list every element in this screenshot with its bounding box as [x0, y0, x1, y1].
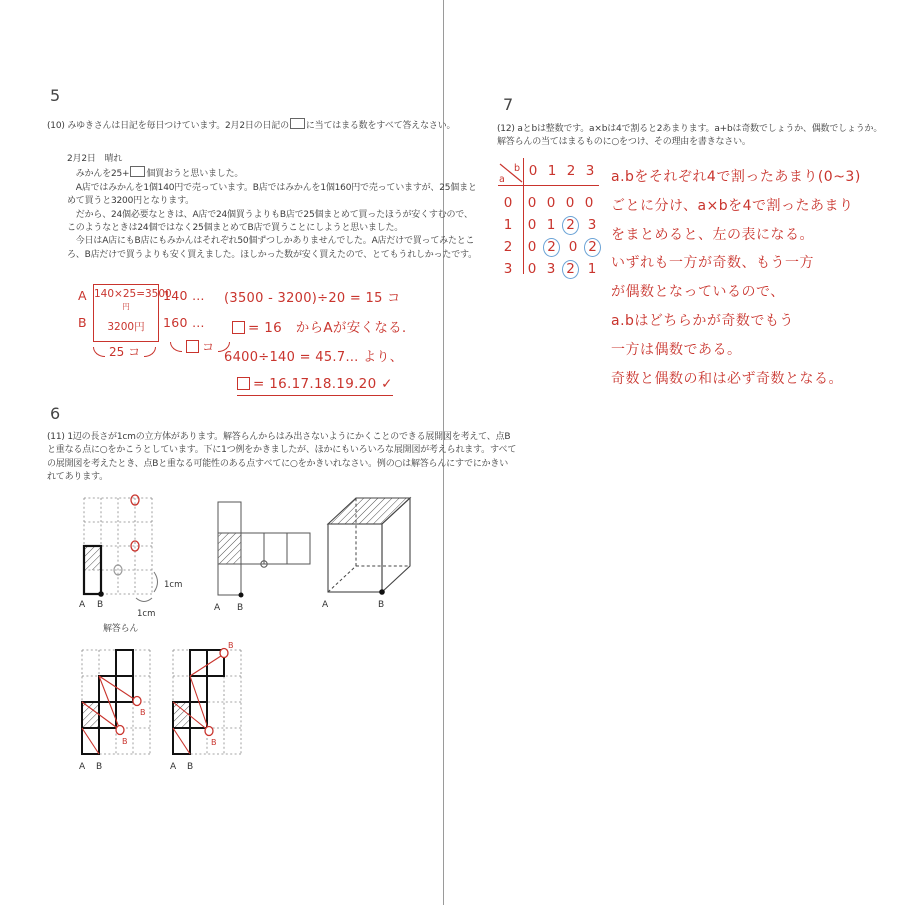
- label-a: A: [170, 762, 177, 772]
- diary-line: 今日はA店にもB店にもみかんはそれぞれ50個ずつしかありませんでした。A店だけで買ってみたとこ: [67, 236, 475, 247]
- work-price-b: 160 …: [163, 315, 205, 330]
- diary-line: このようなときは24個ではなく25個まとめてB店で買うことにしようと思いました。: [67, 223, 404, 234]
- table-value: 0: [565, 195, 575, 211]
- table-value: 0: [546, 195, 556, 211]
- table-rule-horizontal: [498, 185, 599, 186]
- red-circle-b: [116, 726, 124, 735]
- brace-curve-icon: [170, 342, 182, 352]
- table-corner: [498, 162, 524, 182]
- q10-prompt: [47, 118, 455, 133]
- red-circle-b: [133, 697, 141, 706]
- work-calc-2: = 16 からAが安くなる.: [232, 316, 407, 336]
- work-calc-1: (3500 - 3200)÷20 = 15 コ: [224, 291, 401, 306]
- blank-box-icon: [130, 166, 145, 177]
- table-row-label: 1: [503, 217, 513, 233]
- table-row: [498, 236, 600, 258]
- check-icon: ✓: [381, 376, 393, 392]
- red-circle-b: [205, 727, 213, 736]
- work-row-b-label: B: [78, 315, 87, 330]
- corner-label-a: a: [499, 174, 505, 184]
- q10-prompt-post: に当てはまる数をすべて答えなさい。: [305, 121, 456, 131]
- q10-prompt-pre: (10) みゆきさんは日記を毎日つけています。2月2日の日記の: [47, 121, 289, 131]
- table-value: 3: [546, 261, 556, 277]
- brace-curve-icon: [144, 347, 156, 357]
- table-row-label: 2: [503, 239, 513, 255]
- table-value: 0: [527, 217, 537, 233]
- example-grid-figure: [76, 494, 201, 622]
- table-col-header: 2: [566, 163, 576, 179]
- red-blank-box-icon: [186, 340, 199, 353]
- label-b-red: B: [140, 708, 146, 717]
- label-b: B: [96, 762, 103, 772]
- work-brace-box: コ: [170, 338, 230, 355]
- table-row-label: 3: [503, 261, 513, 277]
- table-row: [498, 214, 600, 236]
- label-b: B: [97, 600, 104, 610]
- table-row: [498, 258, 600, 280]
- section-6-number: 6: [50, 404, 61, 423]
- cube-net-figure: [214, 498, 324, 616]
- label-1cm: 1cm: [164, 580, 183, 590]
- label-1cm: 1cm: [137, 609, 156, 619]
- table-header-row: [528, 163, 595, 179]
- label-a: A: [79, 762, 86, 772]
- point-b-dot: [239, 593, 244, 598]
- diary-line: だから、24個必要なときは、A店で24個買うよりもB店で25個まとめて買ったほうが安くすむので、: [67, 209, 473, 220]
- table-value: 1: [587, 261, 597, 277]
- work-price-a: 140 …: [163, 288, 205, 303]
- label-b: B: [237, 603, 244, 613]
- brace-1cm: [154, 572, 158, 592]
- table-value: 1: [546, 217, 556, 233]
- cube-front-face: [328, 524, 382, 592]
- cube-top-face: [328, 498, 410, 524]
- label-a: A: [79, 600, 86, 610]
- cube-figure: [320, 492, 438, 614]
- table-col-header: 0: [528, 163, 538, 179]
- work-final-answer: = 16.17.18.19.20 ✓: [237, 376, 393, 396]
- corner-label-b: b: [514, 163, 521, 174]
- hatched-face: [82, 702, 99, 728]
- work-row-a-label: A: [78, 288, 87, 303]
- table-value: 3: [587, 217, 597, 233]
- diary-date: 2月2日 晴れ: [67, 154, 123, 164]
- hatched-face: [173, 702, 190, 728]
- remainder-table: [498, 162, 618, 282]
- label-a: A: [322, 600, 329, 610]
- red-circle-b: [220, 649, 228, 658]
- table-value-circled: 2: [543, 238, 560, 257]
- table-value: 0: [527, 195, 537, 211]
- brace-1cm: [136, 598, 152, 602]
- brace-curve-icon: [93, 347, 105, 357]
- table-value-circled: 2: [584, 238, 601, 257]
- table-value: 0: [584, 195, 594, 211]
- answer-area-label: 解答らん: [103, 624, 139, 634]
- hatched-face: [84, 546, 101, 570]
- table-row-label: 0: [503, 195, 513, 211]
- work-calc-3: 6400÷140 = 45.7… より、: [224, 350, 404, 365]
- table-value: 0: [568, 239, 578, 255]
- section-5-number: 5: [50, 86, 61, 105]
- label-b: B: [378, 600, 385, 610]
- label-b-red: B: [122, 737, 128, 746]
- diary-line: みかんを25+ 個買おうと思いました。: [67, 166, 477, 181]
- table-row: [498, 192, 600, 214]
- table-value: 0: [527, 239, 537, 255]
- table-body: [498, 192, 600, 280]
- red-blank-box-icon: [232, 321, 245, 334]
- point-b-dot: [379, 589, 385, 595]
- table-col-header: 3: [585, 163, 595, 179]
- label-b-red: B: [228, 642, 234, 650]
- table-value-circled: 2: [562, 216, 579, 235]
- q12-prompt: (12) aとbは整数です。a×bは4で割ると2あまります。a+bは奇数でしょうか、偶数でしょうか。 解答らんの当てはまるものに○をつけ、その理由を書きなさい。: [497, 124, 883, 148]
- table-value-circled: 2: [562, 260, 579, 279]
- table-value: 0: [527, 261, 537, 277]
- diary-line: ろ、B店だけで買うよりも安く買えました。ほしかった数が安く買えたので、とてもうれしかったです。: [67, 249, 477, 260]
- label-b-red: B: [211, 738, 217, 747]
- red-blank-box-icon: [237, 377, 250, 390]
- diary-block: [67, 153, 477, 262]
- point-b-dot: [98, 591, 104, 597]
- answer-grids-figure: [76, 642, 261, 776]
- label-b: B: [187, 762, 194, 772]
- corner-diagonal: [498, 162, 526, 184]
- diary-line: めて買うと3200円となります。: [67, 196, 194, 207]
- explanation-text: a.bをそれぞれ4で割ったあまり(0~3) ごとに分け、a×bを4で割ったあまり をまとめると、左の表になる。 いずれも一方が奇数、もう一方 が偶数となっているので、 a.bはどちらかが奇数でもう 一方は偶数である。 奇数と偶数の和は必ず奇数となる。: [611, 169, 861, 387]
- blank-box-icon: [290, 118, 305, 129]
- table-col-header: 1: [547, 163, 557, 179]
- q11-prompt: (11) 1辺の長さが1cmの立方体があります。解答らんからはみ出さないようにかくことのできる展開図を考えて、点B と重なる点に○をかこうとしています。下に1つ例をかきましたが、ほかにもいろいろな展開図が考えられます。すべて の展開図を考えたとき、点Bと重なる可能性のある点すべてに○をかきいれなさい。例の○は解答らんにすでにかきい れてあります。: [47, 432, 517, 483]
- section-7-number: 7: [503, 95, 514, 114]
- diary-line: A店ではみかんを1個140円で売っています。B店ではみかんを1個160円で売っていますが、25個まと: [67, 182, 477, 193]
- label-a: A: [214, 603, 221, 613]
- work-price-box: 140×25=3500円 3200円: [93, 284, 159, 342]
- work-brace-25: 25 コ: [93, 343, 156, 360]
